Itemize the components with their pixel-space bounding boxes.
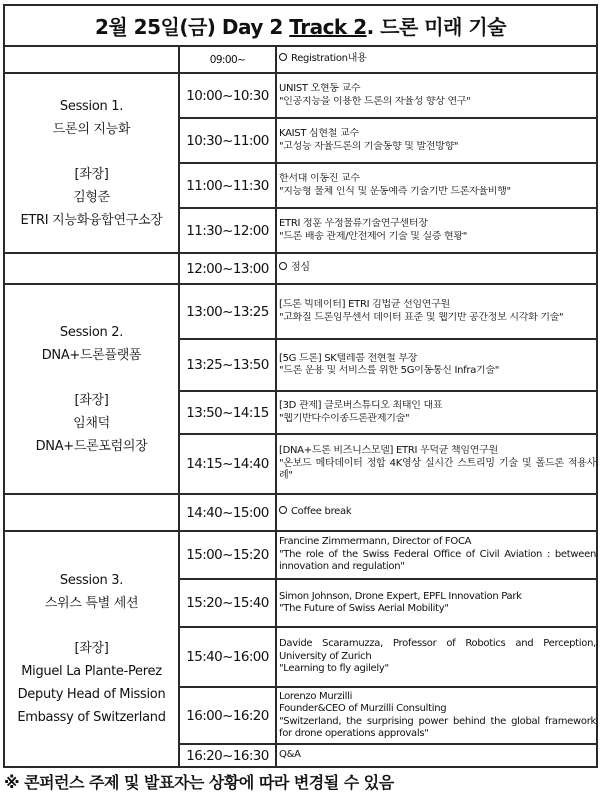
content-cell: [DNA+드론 비즈니스모델] ETRI 우덕균 책임연구원 "온보드 메타데이터 정합 4K영상 실시간 스트리밍 기술 및 폴드론 적용사례" <box>276 434 597 494</box>
chair-title: DNA+드론포럼의장 <box>35 438 148 454</box>
time-cell: 16:00~16:20 <box>179 687 276 744</box>
session-subtitle: 드론의 지능화 <box>52 121 131 137</box>
content-cell: 점심 <box>276 253 597 284</box>
chair-title: ETRI 지능화융합연구소장 <box>20 212 163 228</box>
time-cell: 12:00~13:00 <box>179 253 276 284</box>
chair-title: Deputy Head of Mission <box>17 687 166 702</box>
session-name: Session 1. <box>59 98 124 114</box>
time-cell: 15:00~15:20 <box>179 531 276 579</box>
time-cell: 13:00~13:25 <box>179 284 276 339</box>
table-row <box>4 73 597 118</box>
chair-label: [좌장] <box>74 166 109 182</box>
time-cell: 13:50~14:15 <box>179 391 276 434</box>
track-label: Track 2 <box>289 15 367 39</box>
content-cell: Simon Johnson, Drone Expert, EPFL Innovation Park "The Future of Swiss Aerial Mobility" <box>276 579 597 627</box>
session-subtitle: 스위스 특별 세션 <box>44 596 139 611</box>
content-cell: Registration내용 <box>276 46 597 73</box>
content-cell: Q&A <box>276 744 597 767</box>
time-cell: 15:40~16:00 <box>179 627 276 687</box>
lunch-row <box>4 253 597 284</box>
table-row <box>4 284 597 339</box>
content-cell: Coffee break <box>276 494 597 531</box>
session-2-info <box>4 284 179 494</box>
footer-note: ※ 콘퍼런스 주제 및 발표자는 상황에 따라 변경될 수 있음 <box>4 773 394 792</box>
time-cell: 15:20~15:40 <box>179 579 276 627</box>
chair-label: [좌장] <box>74 641 109 656</box>
content-cell: [5G 드론] SK텔레콤 전현철 부장 "드론 운용 및 서비스를 위한 5G이동통신 Infra기술" <box>276 339 597 391</box>
session-1-info <box>4 73 179 253</box>
time-cell: 09:00~ <box>179 46 276 73</box>
page-title: 2월 25일(금) Day 2 Track 2. 드론 미래 기술 <box>4 5 597 46</box>
content-cell: [드론 빅데이터] ETRI 김법균 선임연구원 "고화질 드론임무센서 데이터 표준 및 웹기반 공간정보 시각화 기술" <box>276 284 597 339</box>
circle-bullet-icon <box>279 53 287 61</box>
content-cell: [3D 관제] 클로버스튜디오 최태인 대표 "웹기반다수이종드론관제기술" <box>276 391 597 434</box>
schedule-table <box>3 4 598 768</box>
session-subtitle: DNA+드론플랫폼 <box>41 347 142 363</box>
session-name: Session 2. <box>59 324 124 340</box>
content-cell: Francine Zimmermann, Director of FOCA "The role of the Swiss Federal Office of Civil Aviation : between innovation and regulation" <box>276 531 597 579</box>
registration-row <box>4 46 597 73</box>
time-cell: 13:25~13:50 <box>179 339 276 391</box>
chair-name: Miguel La Plante-Perez <box>21 664 162 679</box>
time-cell: 10:00~10:30 <box>179 73 276 118</box>
content-cell: 한서대 이동진 교수 "지능형 물체 인식 및 운동예측 기술기반 드론자율비행" <box>276 163 597 208</box>
session-3-info <box>4 531 179 767</box>
circle-bullet-icon <box>279 506 287 514</box>
table-row <box>4 531 597 579</box>
chair-name: 임채덕 <box>73 415 110 431</box>
time-cell: 11:00~11:30 <box>179 163 276 208</box>
chair-org: Embassy of Switzerland <box>17 710 166 725</box>
content-cell: KAIST 심현철 교수 "고성능 자율드론의 기술동향 및 발전방향" <box>276 118 597 163</box>
time-cell: 16:20~16:30 <box>179 744 276 767</box>
time-cell: 10:30~11:00 <box>179 118 276 163</box>
session-name: Session 3. <box>59 573 124 588</box>
content-cell: Lorenzo Murzilli Founder&CEO of Murzilli Consulting "Switzerland, the surprising power behind the global framework for drone operations approvals" <box>276 687 597 744</box>
circle-bullet-icon <box>279 262 287 270</box>
chair-label: [좌장] <box>74 392 109 408</box>
time-cell: 11:30~12:00 <box>179 208 276 253</box>
coffee-break-row <box>4 494 597 531</box>
time-cell: 14:15~14:40 <box>179 434 276 494</box>
content-cell: UNIST 오현동 교수 "인공지능을 이용한 드론의 자율성 향상 연구" <box>276 73 597 118</box>
content-cell: Davide Scaramuzza, Professor of Robotics and Perception, University of Zurich "Learning to fly agilely" <box>276 627 597 687</box>
chair-name: 김형준 <box>73 189 110 205</box>
content-cell: ETRI 정훈 우정물류기술연구센터장 "드론 배송 관제/안전제어 기술 및 실증 현황" <box>276 208 597 253</box>
time-cell: 14:40~15:00 <box>179 494 276 531</box>
